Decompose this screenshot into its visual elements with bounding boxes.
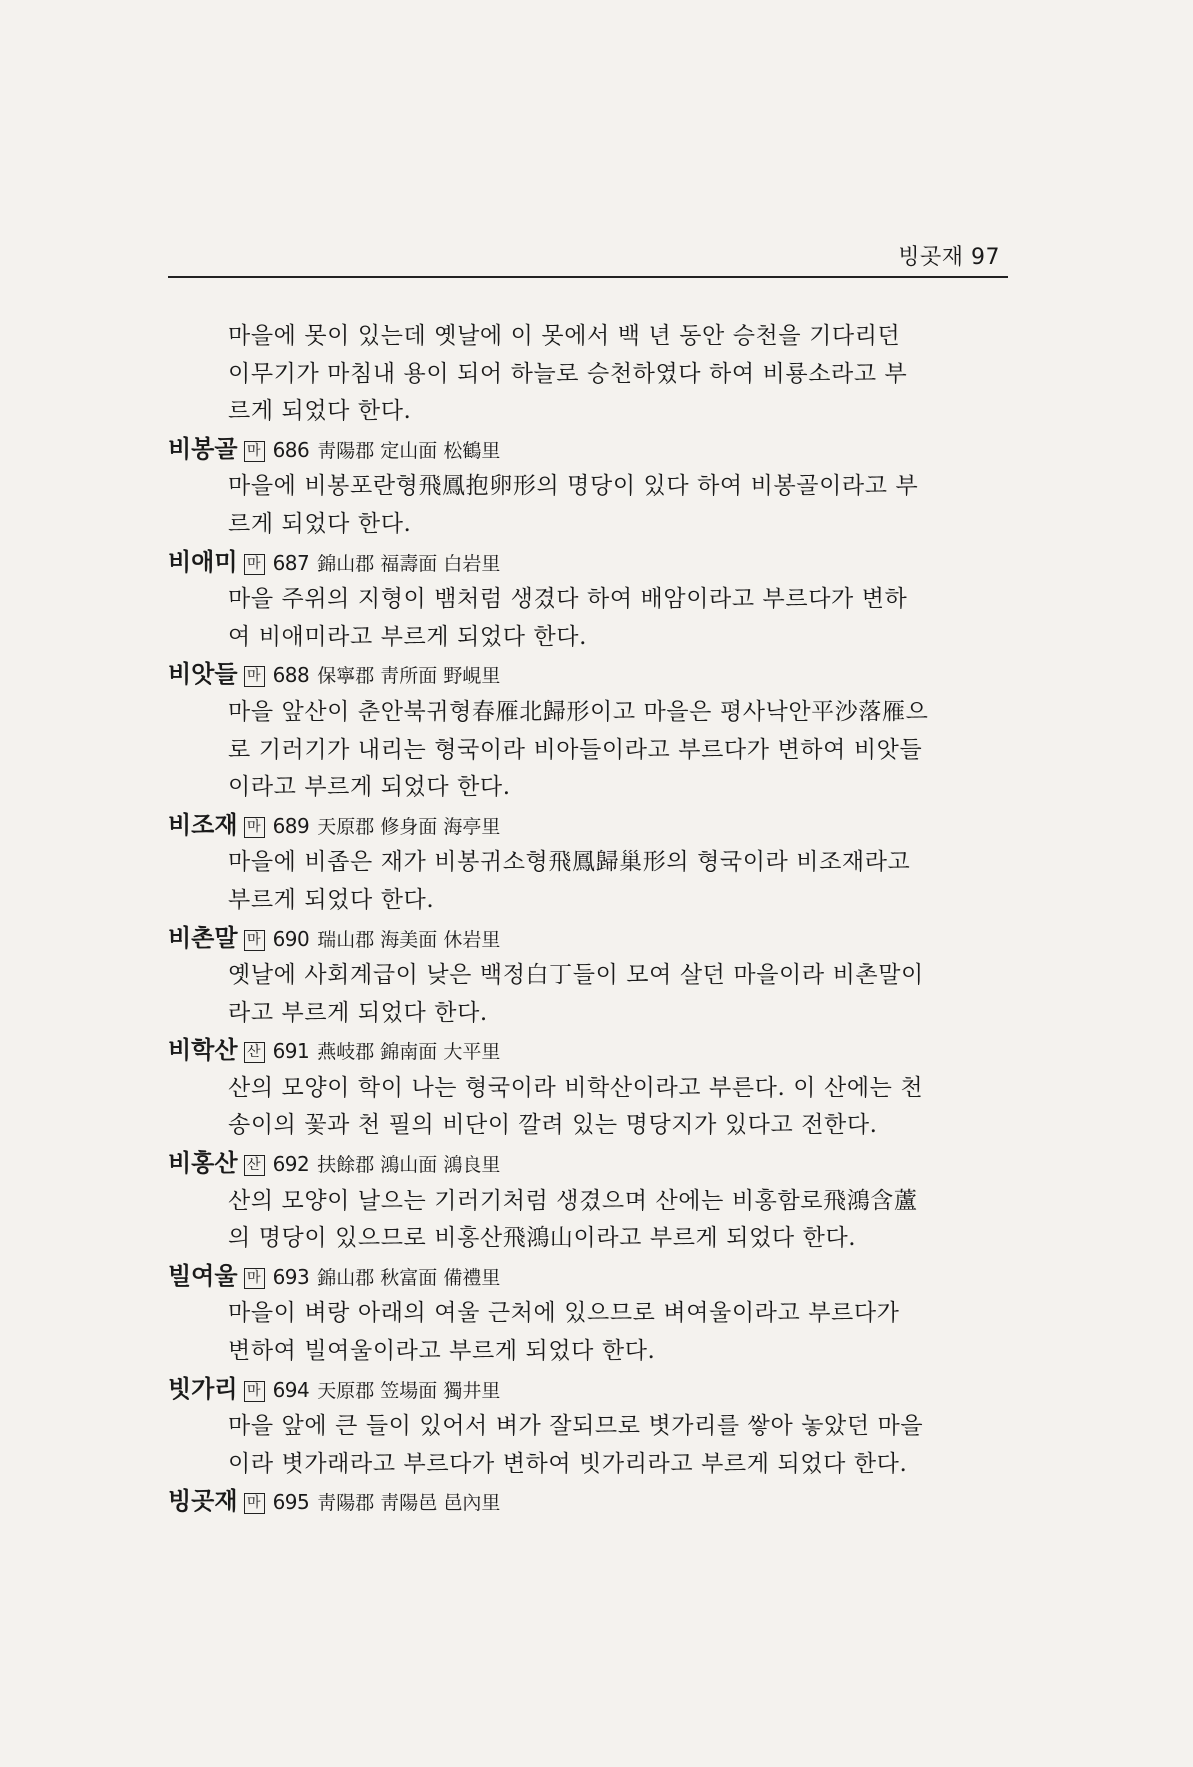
entry-heading — [168, 1145, 1013, 1183]
running-head-title: 빙곳재 — [898, 245, 964, 270]
running-head — [168, 236, 1008, 278]
entry-address: 錦山郡 秋富面 備禮里 — [317, 1266, 501, 1289]
entry-description-line: 르게 되었다 한다. — [228, 510, 412, 537]
entry-heading — [168, 1258, 1013, 1296]
entry-headword: 비봉골 — [168, 434, 238, 463]
entry-description-line: 옛날에 사회계급이 낮은 백정白丁들이 모여 살던 마을이라 비촌말이 — [228, 962, 924, 989]
running-head-text — [898, 240, 1000, 271]
entry-description-line: 변하여 빌여울이라고 부르게 되었다 한다. — [228, 1338, 656, 1365]
category-box: 마 — [244, 1493, 265, 1514]
entry-description-line: 산의 모양이 날으는 기러기처럼 생겼으며 산에는 비홍함로飛鴻含蘆 — [228, 1187, 918, 1214]
category-box: 마 — [244, 1268, 265, 1289]
entry-heading — [168, 1483, 1013, 1521]
gazetteer-entries — [168, 318, 1013, 1521]
entry-address: 天原郡 笠場面 獨井里 — [317, 1379, 501, 1402]
entry-address: 扶餘郡 鴻山面 鴻良里 — [317, 1154, 501, 1177]
entry-address: 天原郡 修身面 海亭里 — [317, 815, 501, 838]
entry-description-line: 여 비애미라고 부르게 되었다 한다. — [228, 623, 588, 650]
entry-description-line: 로 기러기가 내리는 형국이라 비아들이라고 부르다가 변하여 비앗들 — [228, 736, 923, 763]
entry-headword: 빌여울 — [168, 1261, 238, 1290]
entry-description-line: 마을 주위의 지형이 뱀처럼 생겼다 하여 배암이라고 부르다가 변하 — [228, 586, 908, 613]
page-number: 97 — [971, 245, 1000, 270]
entry-description-line: 이라고 부르게 되었다 한다. — [228, 774, 511, 801]
category-box: 마 — [244, 817, 265, 838]
entry-heading — [168, 1371, 1013, 1409]
entry-headword: 빙곳재 — [168, 1487, 238, 1516]
entry-number: 692 — [272, 1152, 310, 1177]
category-box: 마 — [244, 666, 265, 687]
entry-headword: 비학산 — [168, 1036, 238, 1065]
entry-address: 燕岐郡 錦南面 大平里 — [317, 1041, 501, 1064]
entry-description-line: 마을이 벼랑 아래의 여울 근처에 있으므로 벼여울이라고 부르다가 — [228, 1300, 900, 1327]
entry-headword: 빗가리 — [168, 1374, 238, 1403]
entry-address: 保寧郡 靑所面 野峴里 — [317, 665, 501, 688]
entry-description-line: 르게 되었다 한다. — [228, 398, 412, 425]
category-box: 산 — [244, 1155, 265, 1176]
entry-description-line: 산의 모양이 학이 나는 형국이라 비학산이라고 부른다. 이 산에는 천 — [228, 1074, 924, 1101]
entry-description-line: 마을에 못이 있는데 옛날에 이 못에서 백 년 동안 승천을 기다리던 — [228, 323, 901, 349]
category-box: 마 — [244, 930, 265, 951]
entry-number: 686 — [272, 437, 310, 462]
entry-heading — [168, 920, 1013, 958]
entry-description-line: 마을에 비좁은 재가 비봉귀소형飛鳳歸巢形의 형국이라 비조재라고 — [228, 849, 911, 876]
entry-headword: 비홍산 — [168, 1149, 238, 1178]
category-box: 마 — [244, 554, 265, 575]
entry-address: 錦山郡 福壽面 白岩里 — [317, 552, 501, 575]
entry-description-line: 마을에 비봉포란형飛鳳抱卵形의 명당이 있다 하여 비봉골이라고 부 — [228, 473, 919, 500]
entry-address: 靑陽郡 靑陽邑 邑內里 — [317, 1492, 501, 1515]
entry-description-line: 의 명당이 있으므로 비홍산飛鴻山이라고 부르게 되었다 한다. — [228, 1225, 857, 1252]
entry-heading — [168, 544, 1013, 582]
entry-description-line: 부르게 되었다 한다. — [228, 886, 435, 913]
entry-headword: 비애미 — [168, 547, 238, 576]
entry-address: 靑陽郡 定山面 松鶴里 — [317, 439, 501, 462]
entry-heading — [168, 1032, 1013, 1070]
category-box: 마 — [244, 441, 265, 462]
entry-description-line: 마을 앞에 큰 들이 있어서 벼가 잘되므로 볏가리를 쌓아 놓았던 마을 — [228, 1413, 924, 1440]
entry-headword: 비조재 — [168, 810, 238, 839]
category-box: 마 — [244, 1381, 265, 1402]
entry-number: 690 — [272, 926, 310, 951]
entry-number: 693 — [272, 1264, 310, 1289]
entry-heading — [168, 656, 1013, 694]
entry-description-line: 이라 볏가래라고 부르다가 변하여 빗가리라고 부르게 되었다 한다. — [228, 1450, 908, 1477]
entry-description-line: 마을 앞산이 춘안북귀형春雁北歸形이고 마을은 평사낙안平沙落雁으 — [228, 698, 929, 725]
entry-headword: 비촌말 — [168, 923, 238, 952]
entry-headword: 비앗들 — [168, 660, 238, 689]
entry-heading — [168, 431, 1013, 469]
category-box: 산 — [244, 1042, 265, 1063]
entry-number: 695 — [272, 1490, 310, 1515]
entry-number: 687 — [272, 550, 310, 575]
entry-description-line: 이무기가 마침내 용이 되어 하늘로 승천하였다 하여 비룡소라고 부 — [228, 360, 908, 387]
entry-number: 688 — [272, 663, 310, 688]
entry-number: 694 — [272, 1377, 310, 1402]
entry-description-line: 송이의 꽃과 천 필의 비단이 깔려 있는 명당지가 있다고 전한다. — [228, 1112, 878, 1139]
entry-heading — [168, 807, 1013, 845]
entry-number: 691 — [272, 1039, 310, 1064]
entry-number: 689 — [272, 813, 310, 838]
entry-description-line: 라고 부르게 되었다 한다. — [228, 999, 488, 1026]
entry-address: 瑞山郡 海美面 休岩里 — [317, 928, 501, 951]
